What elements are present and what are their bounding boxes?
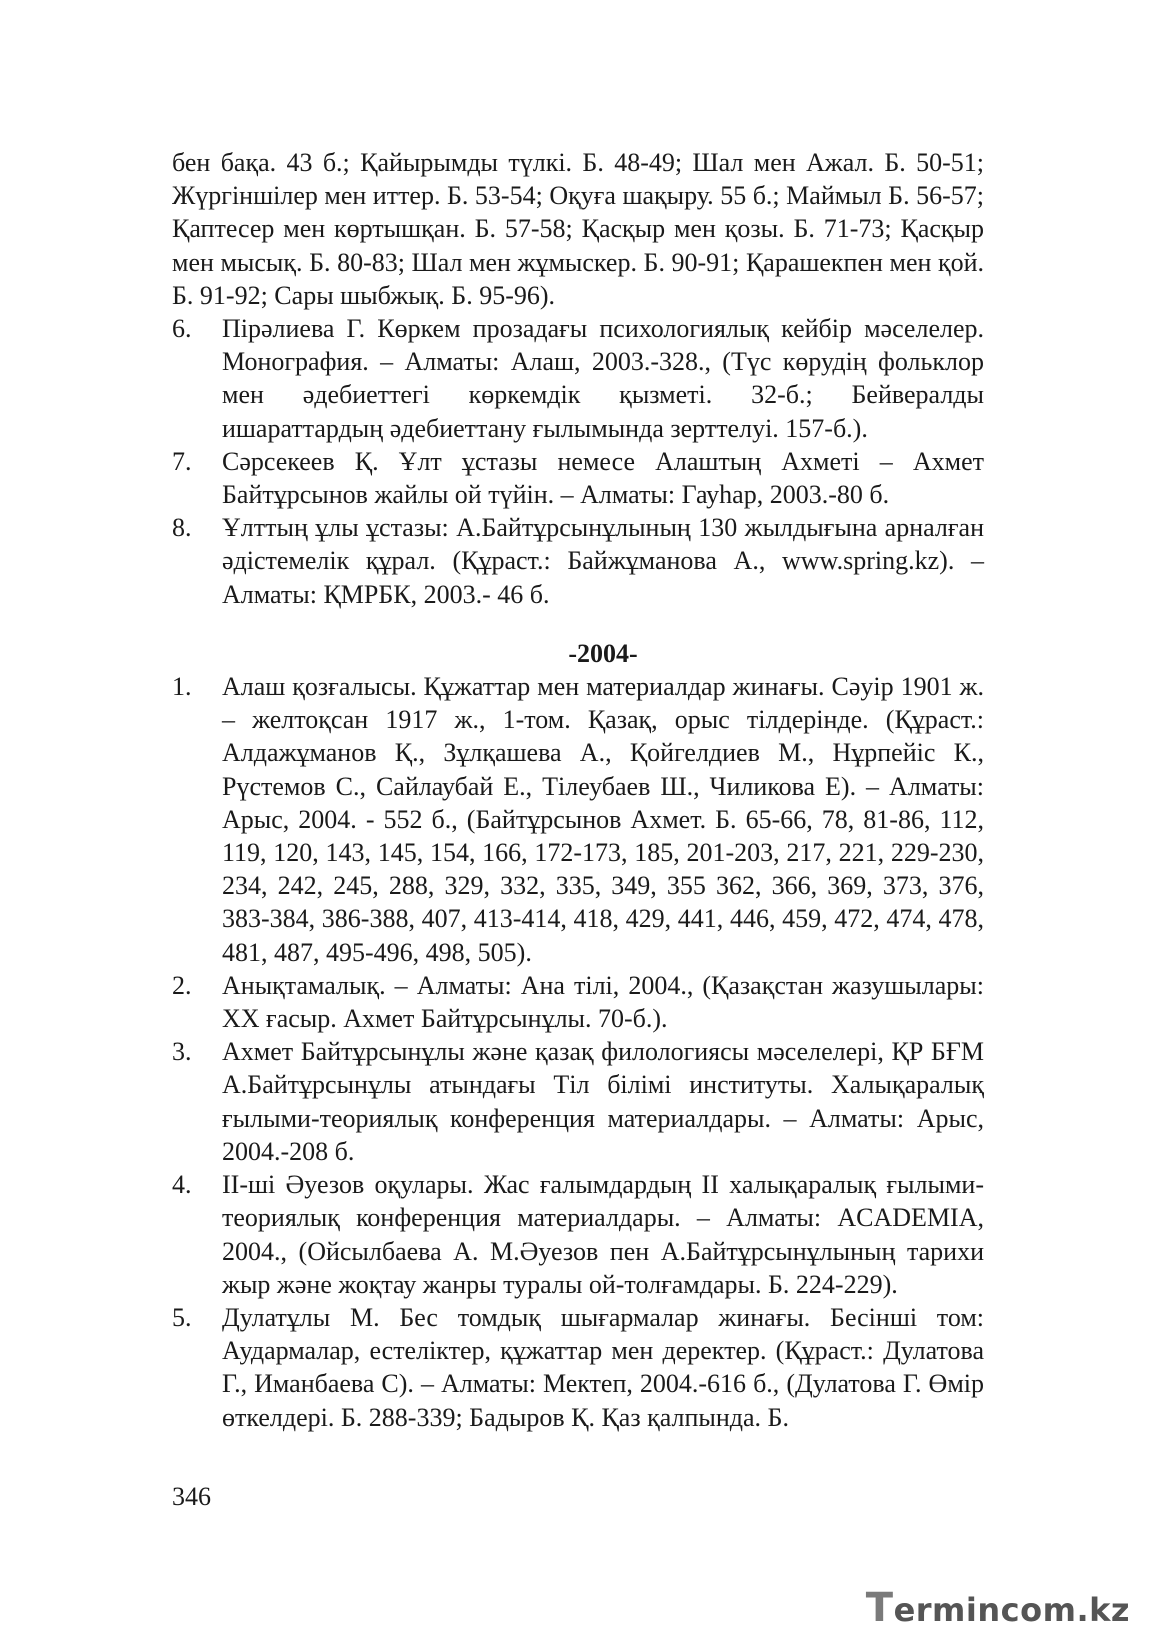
entries-2003-list xyxy=(172,312,984,611)
bibliography-entry xyxy=(172,1301,984,1434)
entry-number: 8. xyxy=(172,513,192,543)
entry-number: 2. xyxy=(172,970,192,1000)
entry-number: 1. xyxy=(172,672,192,702)
entry-number: 5. xyxy=(172,1302,192,1332)
bibliography-entry xyxy=(172,670,984,969)
entry-text: Алаш қозғалысы. Құжаттар мен материалдар жинағы. Сәуір 1901 ж. – желтоқсан 1917 ж., 1-том. Қазақ, орыс тілдерінде. (Құраст.: Алдажұманов Қ., Зұлқашева А., Қойгелдиев М., Нұрпейіс К., Рүстемов С., Сайлаубай Е., Тілеубаев Ш., Чиликова Е). – Алматы: Арыс, 2004. - 552 б., (Байтұрсынов Ахмет. Б. 65-66, 78, 81-86, 112, 119, 120, 143, 145, 154, 166, 172-173, 185, 201-203, 217, 221, 229-230, 234, 242, 245, 288, 329, 332, 335, 349, 355 362, 366, 369, 373, 376, 383-384, 386-388, 407, 413-414, 418, 429, 441, 446, 459, 472, 474, 478, 481, 487, 495-496, 498, 505). xyxy=(222,672,984,967)
year-heading: -2004- xyxy=(568,638,638,668)
entry-number: 7. xyxy=(172,446,192,476)
bibliography-entry xyxy=(172,445,984,511)
entry-text: Анықтамалық. – Алматы: Ана тілі, 2004., (Қазақстан жазушылары: ХХ ғасыр. Ахмет Байтұрсынұлы. 70-б.). xyxy=(222,970,984,1034)
bibliography-text xyxy=(172,146,984,1434)
bibliography-entry xyxy=(172,1035,984,1168)
entry-text: Ұлттың ұлы ұстазы: А.Байтұрсынұлының 130 жылдығына арналған әдістемелік құрал. (Құраст.: Байжұманова А., www.spring.kz). – Алматы: ҚМРБК, 2003.- 46 б. xyxy=(222,513,984,609)
watermark-text-part: erminc xyxy=(893,1591,1021,1629)
page-number: 346 xyxy=(172,1482,211,1511)
entry-number: 3. xyxy=(172,1037,192,1067)
entry-number: 6. xyxy=(172,314,192,344)
bibliography-entry xyxy=(172,511,984,611)
entry-number: 4. xyxy=(172,1170,192,1200)
site-watermark-logo xyxy=(866,1585,1130,1631)
entry-text: Дулатұлы М. Бес томдық шығармалар жинағы. Бесінші том: Аудармалар, естеліктер, құжаттар мен деректер. (Құраст.: Дулатова Г., Иманбаева С). – Алматы: Мектеп, 2004.-616 б., (Дулатова Г. Өмір өткелдері. Б. 288-339; Бадыров Қ. Қаз қалпында. Б. xyxy=(222,1302,984,1432)
entry-text: Ахмет Байтұрсынұлы және қазақ филологиясы мәселелері, ҚР БҒМ А.Байтұрсынұлы атындағы Тіл білімі институты. Халықаралық ғылыми-теориялық конференция материалдары. – Алматы: Арыс, 2004.-208 б. xyxy=(222,1037,984,1166)
watermark-text-tail: m.kz xyxy=(1042,1591,1130,1629)
entries-2004-list xyxy=(172,670,984,1434)
bibliography-entry xyxy=(172,312,984,445)
bibliography-entry xyxy=(172,969,984,1035)
entry-text: Сәрсекеев Қ. Ұлт ұстазы немесе Алаштың Ахметі – Ахмет Байтұрсынов жайлы ой түйін. – Алматы: Гауһар, 2003.-80 б. xyxy=(222,446,984,510)
entry-text: ІІ-ші Әуезов оқулары. Жас ғалымдардың ІІ халықаралық ғылыми-теориялық конференция материалдары. – Алматы: ACADEMIA, 2004., (Ойсылбаева А. М.Әуезов пен А.Байтұрсынұлының тарихи жыр және жоқтау жанры туралы ой-толғамдары. Б. 224-229). xyxy=(222,1170,984,1299)
entry-text: Пірәлиева Г. Көркем прозадағы психологиялық кейбір мәселелер. Монография. – Алматы: Алаш, 2003.-328., (Түс көрудің фольклор мен әдебиеттегі көркемдік қызметі. 32-б.; Бейвералды ишараттардың әдебиеттану ғылымында зерттелуі. 157-б.). xyxy=(222,314,984,443)
continuation-paragraph: бен бақа. 43 б.; Қайырымды түлкі. Б. 48-49; Шал мен Ажал. Б. 50-51; Жүргіншілер мен иттер. Б. 53-54; Оқуға шақыру. 55 б.; Маймыл Б. 56-57; Қаптесер мен көртышқан. Б. 57-58; Қасқыр мен қозы. Б. 71-73; Қасқыр мен мысық. Б. 80-83; Шал мен жұмыскер. Б. 90-91; Қарашекпен мен қой. Б. 91-92; Сары шыбжық. Б. 95-96). xyxy=(172,148,984,310)
watermark-o-letter: o xyxy=(1020,1591,1043,1629)
watermark-first-letter: T xyxy=(865,1585,894,1631)
bibliography-entry xyxy=(172,1168,984,1301)
